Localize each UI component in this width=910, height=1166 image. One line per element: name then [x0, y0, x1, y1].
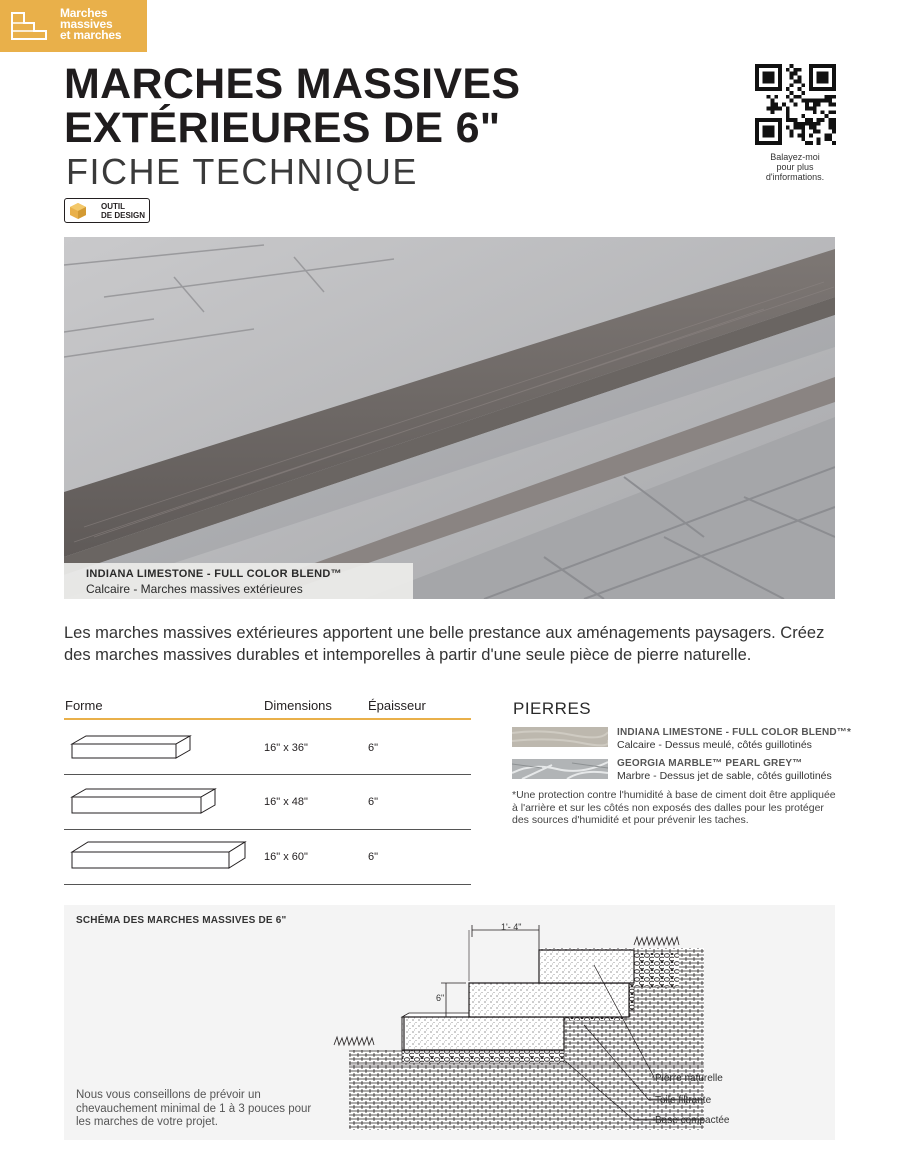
stone-description: Marbre - Dessus jet de sable, côtés guillotinés	[617, 770, 832, 782]
diagram-title: SCHÉMA DES MARCHES MASSIVES DE 6"	[76, 915, 287, 926]
badge-label: OUTIL DE DESIGN	[101, 202, 146, 220]
slab-shape-icon	[70, 734, 195, 762]
moisture-note: *Une protection contre l'humidité à base de ciment doit être appliquée à l'arrière et sur les côtés non exposés des dalles pour les protéger des sources d'humidité et pour prévenir les taches.	[512, 789, 836, 826]
stone-swatch-limestone	[512, 727, 608, 747]
table-row	[64, 720, 471, 775]
cube-icon	[69, 202, 87, 220]
legend-natural-stone: Pierre naturelle	[655, 1073, 723, 1084]
steps-photo-illustration	[64, 237, 835, 599]
page-subtitle: FICHE TECHNIQUE	[66, 151, 418, 192]
table-header-shape: Forme	[65, 698, 103, 713]
slab-shape-icon	[70, 840, 250, 872]
row-dimensions: 16" x 48"	[264, 796, 308, 808]
category-tab	[0, 0, 147, 52]
steps-icon	[10, 11, 50, 41]
stone-swatch-marble	[512, 759, 608, 779]
row-dimensions: 16" x 60"	[264, 851, 308, 863]
stones-title: PIERRES	[513, 699, 592, 718]
photo-caption-subtitle: Calcaire - Marches massives extérieures	[86, 582, 303, 596]
stone-name: INDIANA LIMESTONE - FULL COLOR BLEND™*	[617, 727, 852, 738]
table-header-dimensions: Dimensions	[264, 698, 332, 713]
qr-caption: Balayez-moi pour plus d'informations.	[765, 152, 825, 182]
category-label: Marches massives et marches	[60, 6, 122, 42]
table-header-thickness: Épaisseur	[368, 698, 426, 713]
stone-name: GEORGIA MARBLE™ PEARL GREY™	[617, 758, 803, 769]
slab-shape-icon	[70, 787, 220, 817]
table-row	[64, 775, 471, 830]
dimension-height-label: 6"	[436, 993, 445, 1003]
page-title: MARCHES MASSIVES EXTÉRIEURES DE 6"	[64, 60, 521, 152]
qr-code[interactable]	[755, 64, 836, 145]
dimension-width-label: 1'- 4"	[501, 922, 522, 932]
photo-caption	[64, 563, 413, 599]
diagram-advice: Nous vous conseillons de prévoir un chevauchement minimal de 1 à 3 pouces pour les marches de votre projet.	[76, 1089, 312, 1128]
product-photo	[64, 237, 835, 599]
row-thickness: 6"	[368, 851, 379, 863]
intro-paragraph: Les marches massives extérieures apportent une belle prestance aux aménagements paysagers. Créez des marches massives durables et intemporelles à partir d'une seule pièce de pierre naturelle.	[64, 624, 825, 664]
table-row	[64, 830, 471, 885]
design-tool-badge[interactable]	[64, 198, 150, 223]
row-thickness: 6"	[368, 742, 379, 754]
row-thickness: 6"	[368, 796, 379, 808]
legend-filter-fabric: Toile filtrante	[655, 1095, 712, 1106]
row-dimensions: 16" x 36"	[264, 742, 308, 754]
stone-description: Calcaire - Dessus meulé, côtés guillotinés	[617, 739, 812, 751]
photo-caption-title: INDIANA LIMESTONE - FULL COLOR BLEND™	[86, 568, 342, 580]
legend-compacted-base: Base compactée	[655, 1115, 730, 1126]
